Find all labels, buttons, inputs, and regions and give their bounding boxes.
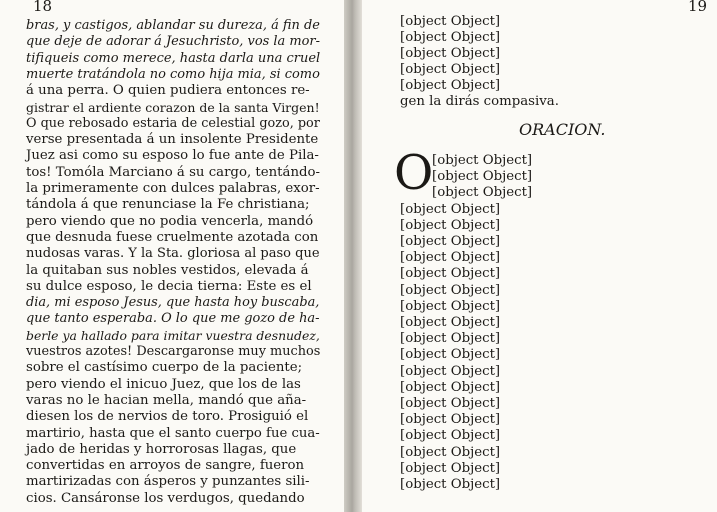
text-line: cios. Cansáronse los verdugos, quedando bbox=[26, 490, 305, 506]
drop-cap: O bbox=[394, 145, 434, 201]
text-line: [object Object] bbox=[432, 185, 533, 201]
text-line: bras, y castigos, ablandar su dureza, á fin de bbox=[26, 18, 320, 33]
text-line: [object Object] bbox=[400, 347, 501, 363]
text-line: verse presentada á un insolente Presidente bbox=[26, 132, 319, 148]
text-line: [object Object] bbox=[400, 46, 501, 61]
text-line: Juez asi como su esposo lo fue ante de Pila- bbox=[26, 148, 319, 164]
text-line: [object Object] bbox=[400, 78, 501, 93]
text-line: berle ya hallado para imitar vuestra desnudez, bbox=[26, 327, 320, 343]
text-line: tándola á que renunciase la Fe christiana; bbox=[26, 197, 310, 213]
prayer-heading: ORACION. bbox=[519, 120, 606, 139]
text-line: nudosas varas. Y la Sta. gloriosa al paso que bbox=[26, 246, 320, 262]
text-line: [object Object] bbox=[400, 250, 501, 266]
text-line: que tanto esperaba. O lo que me gozo de ha- bbox=[26, 311, 320, 327]
text-line: [object Object] bbox=[400, 315, 501, 330]
text-line: pero viendo el inicuo Juez, que los de las bbox=[26, 376, 301, 392]
text-line: diesen los de nervios de toro. Prosiguió el bbox=[26, 409, 309, 425]
text-line: su dulce esposo, le decia tierna: Este es el bbox=[26, 278, 312, 294]
text-line: [object Object] bbox=[400, 412, 501, 428]
text-line: á una perra. O quien pudiera entonces re- bbox=[26, 83, 310, 99]
text-line: que deje de adorar á Jesuchristo, vos la mor- bbox=[26, 34, 320, 50]
text-line: jado de heridas y horrorosas llagas, que bbox=[26, 441, 297, 457]
text-line: convertidas en arroyos de sangre, fueron bbox=[26, 458, 305, 474]
text-line: [object Object] bbox=[400, 282, 501, 298]
text-line: [object Object] bbox=[400, 266, 501, 282]
text-line: vuestros azotes! Descargaronse muy muchos bbox=[26, 344, 321, 359]
text-line: la primeramente con dulces palabras, exor- bbox=[26, 181, 320, 196]
text-line: [object Object] bbox=[400, 379, 501, 395]
text-line: [object Object] bbox=[400, 201, 501, 217]
text-line: [object Object] bbox=[400, 331, 501, 347]
text-line: sobre el castísimo cuerpo de la paciente; bbox=[26, 360, 303, 376]
narrative-last-line: gen la dirás compasiva. bbox=[400, 94, 559, 109]
book-gutter bbox=[344, 0, 362, 512]
text-line: [object Object] bbox=[400, 396, 501, 411]
text-line: [object Object] bbox=[400, 444, 501, 460]
text-line: martirio, hasta que el santo cuerpo fue cua- bbox=[26, 425, 320, 441]
text-line: pero viendo que no podia vencerla, mandó bbox=[26, 213, 314, 229]
text-line: varas no le hacian mella, mandó que aña- bbox=[26, 392, 307, 408]
text-line: que desnuda fuese cruelmente azotada con bbox=[26, 229, 319, 245]
text-line: [object Object] bbox=[400, 477, 501, 492]
text-line: dia, mi esposo Jesus, que hasta hoy buscaba, bbox=[26, 295, 320, 311]
text-line: [object Object] bbox=[400, 428, 501, 444]
text-line: [object Object] bbox=[400, 62, 501, 77]
text-line: martirizadas con ásperos y punzantes sili- bbox=[26, 474, 310, 490]
right-page-number: 19 bbox=[688, 0, 708, 15]
text-line: [object Object] bbox=[400, 234, 501, 249]
text-line: O que rebosado estaria de celestial gozo, por bbox=[26, 115, 320, 131]
text-line: gistrar el ardiente corazon de la santa Virgen! bbox=[26, 99, 320, 115]
left-page-number: 18 bbox=[33, 0, 53, 15]
text-line: [object Object] bbox=[400, 460, 501, 476]
text-line: tifiqueis como merece, hasta darla una cruel bbox=[26, 50, 321, 66]
text-line: [object Object] bbox=[400, 363, 501, 379]
text-line: tos! Tomóla Marciano á su cargo, tentándo- bbox=[26, 164, 321, 180]
text-line: muerte tratándola no como hija mia, si como bbox=[26, 66, 320, 82]
text-line: la quitaban sus nobles vestidos, elevada á bbox=[26, 262, 309, 278]
text-line: [object Object] bbox=[432, 153, 533, 168]
text-line: [object Object] bbox=[400, 217, 501, 233]
text-line: [object Object] bbox=[432, 169, 533, 185]
text-line: [object Object] bbox=[400, 30, 501, 45]
text-line: [object Object] bbox=[400, 14, 501, 29]
text-line: [object Object] bbox=[400, 298, 501, 314]
